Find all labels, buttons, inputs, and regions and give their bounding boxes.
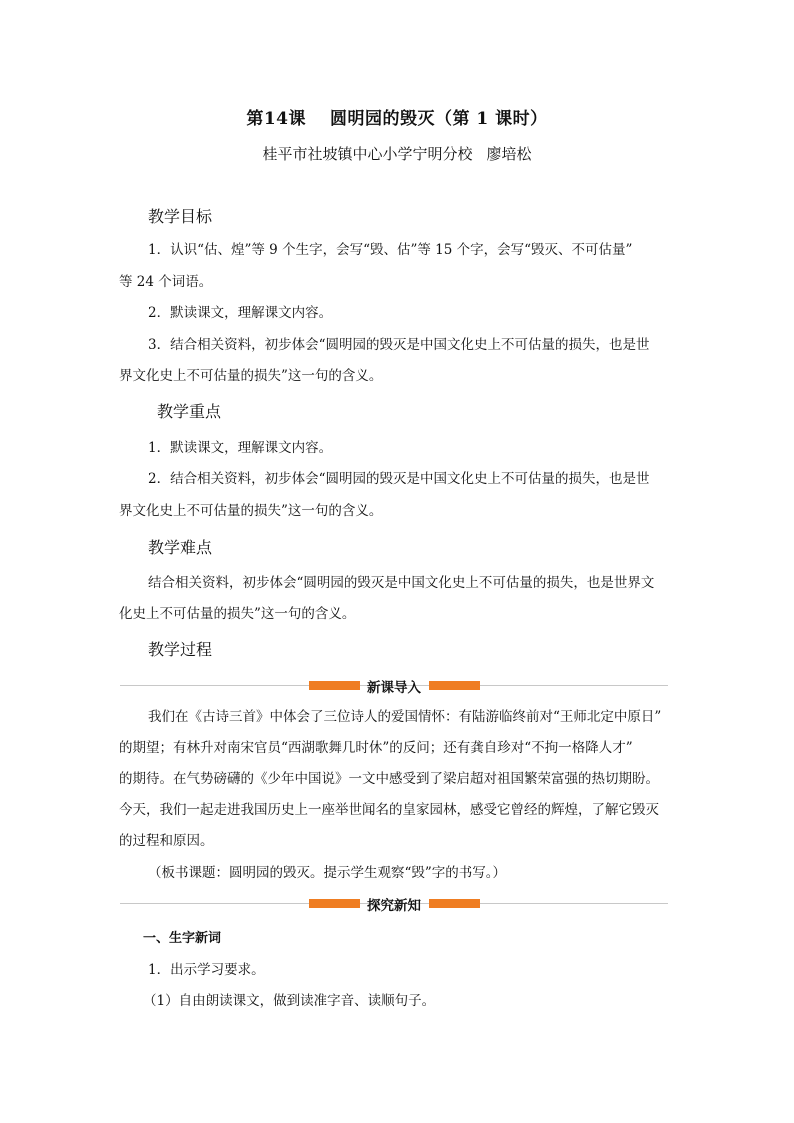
page-title (0, 104, 794, 129)
intro-line-4: 今天，我们一起走进我国历史上一座举世闻名的皇家园林，感受它曾经的辉煌，了解它毁灭 (119, 802, 659, 818)
intro-line-3: 的期待。在气势磅礴的《少年中国说》一文中感受到了梁启超对祖国繁荣富强的热切期盼。 (119, 771, 659, 787)
accent-bar-left (309, 899, 360, 908)
key-points-item-2-line-2: 界文化史上不可估量的损失”这一句的含义。 (119, 503, 383, 519)
explore-item-1: 1．出示学习要求。 (148, 962, 265, 978)
goals-item-1-line-1: 1．认识“估、煌”等 9 个生字，会写“毁、估”等 15 个字，会写“毁灭、不可估量” (148, 242, 633, 258)
difficulties-line-1: 结合相关资料，初步体会“圆明园的毁灭是中国文化史上不可估量的损失，也是世界文 (148, 575, 655, 591)
author-name: 廖培松 (486, 145, 532, 163)
author-school: 桂平市社坡镇中心小学宁明分校 (262, 145, 473, 163)
key-points-item-2-line-1: 2．结合相关资料，初步体会“圆明园的毁灭是中国文化史上不可估量的损失，也是世 (148, 471, 650, 487)
intro-line-2: 的期望；有林升对南宋官员“西湖歌舞几时休”的反问；还有龚自珍对“不拘一格降人才” (119, 740, 633, 756)
goals-item-1-line-2: 等 24 个词语。 (119, 274, 213, 290)
lesson-number: 第14课 (246, 109, 306, 129)
accent-bar-right (429, 899, 480, 908)
difficulties-heading: 教学难点 (148, 538, 213, 557)
section-badge-intro: 新课导入 (367, 680, 421, 696)
section-badge-explore: 探究新知 (367, 898, 421, 914)
explore-item-1-1: （1）自由朗读课文，做到读准字音、读顺句子。 (143, 993, 436, 1009)
intro-line-5: 的过程和原因。 (119, 833, 214, 849)
accent-bar-right (429, 681, 480, 690)
difficulties-line-2: 化史上不可估量的损失”这一句的含义。 (119, 606, 356, 622)
explore-subheading-1: 一、生字新词 (143, 931, 222, 946)
goals-heading: 教学目标 (148, 207, 213, 226)
intro-note: （板书课题：圆明园的毁灭。提示学生观察“毁”字的书写。） (148, 865, 507, 881)
goals-item-2: 2．默读课文，理解课文内容。 (148, 305, 333, 321)
lesson-title: 圆明园的毁灭（第 1 课时） (330, 109, 548, 129)
accent-bar-left (309, 681, 360, 690)
goals-item-3-line-1: 3．结合相关资料，初步体会“圆明园的毁灭是中国文化史上不可估量的损失，也是世 (148, 337, 650, 353)
process-heading: 教学过程 (148, 640, 213, 659)
key-points-item-1: 1．默读课文，理解课文内容。 (148, 440, 333, 456)
intro-line-1: 我们在《古诗三首》中体会了三位诗人的爱国情怀：有陆游临终前对“王师北定中原日” (148, 709, 662, 725)
author-line (0, 143, 794, 164)
goals-item-3-line-2: 界文化史上不可估量的损失”这一句的含义。 (119, 368, 383, 384)
key-points-heading: 教学重点 (157, 402, 222, 421)
